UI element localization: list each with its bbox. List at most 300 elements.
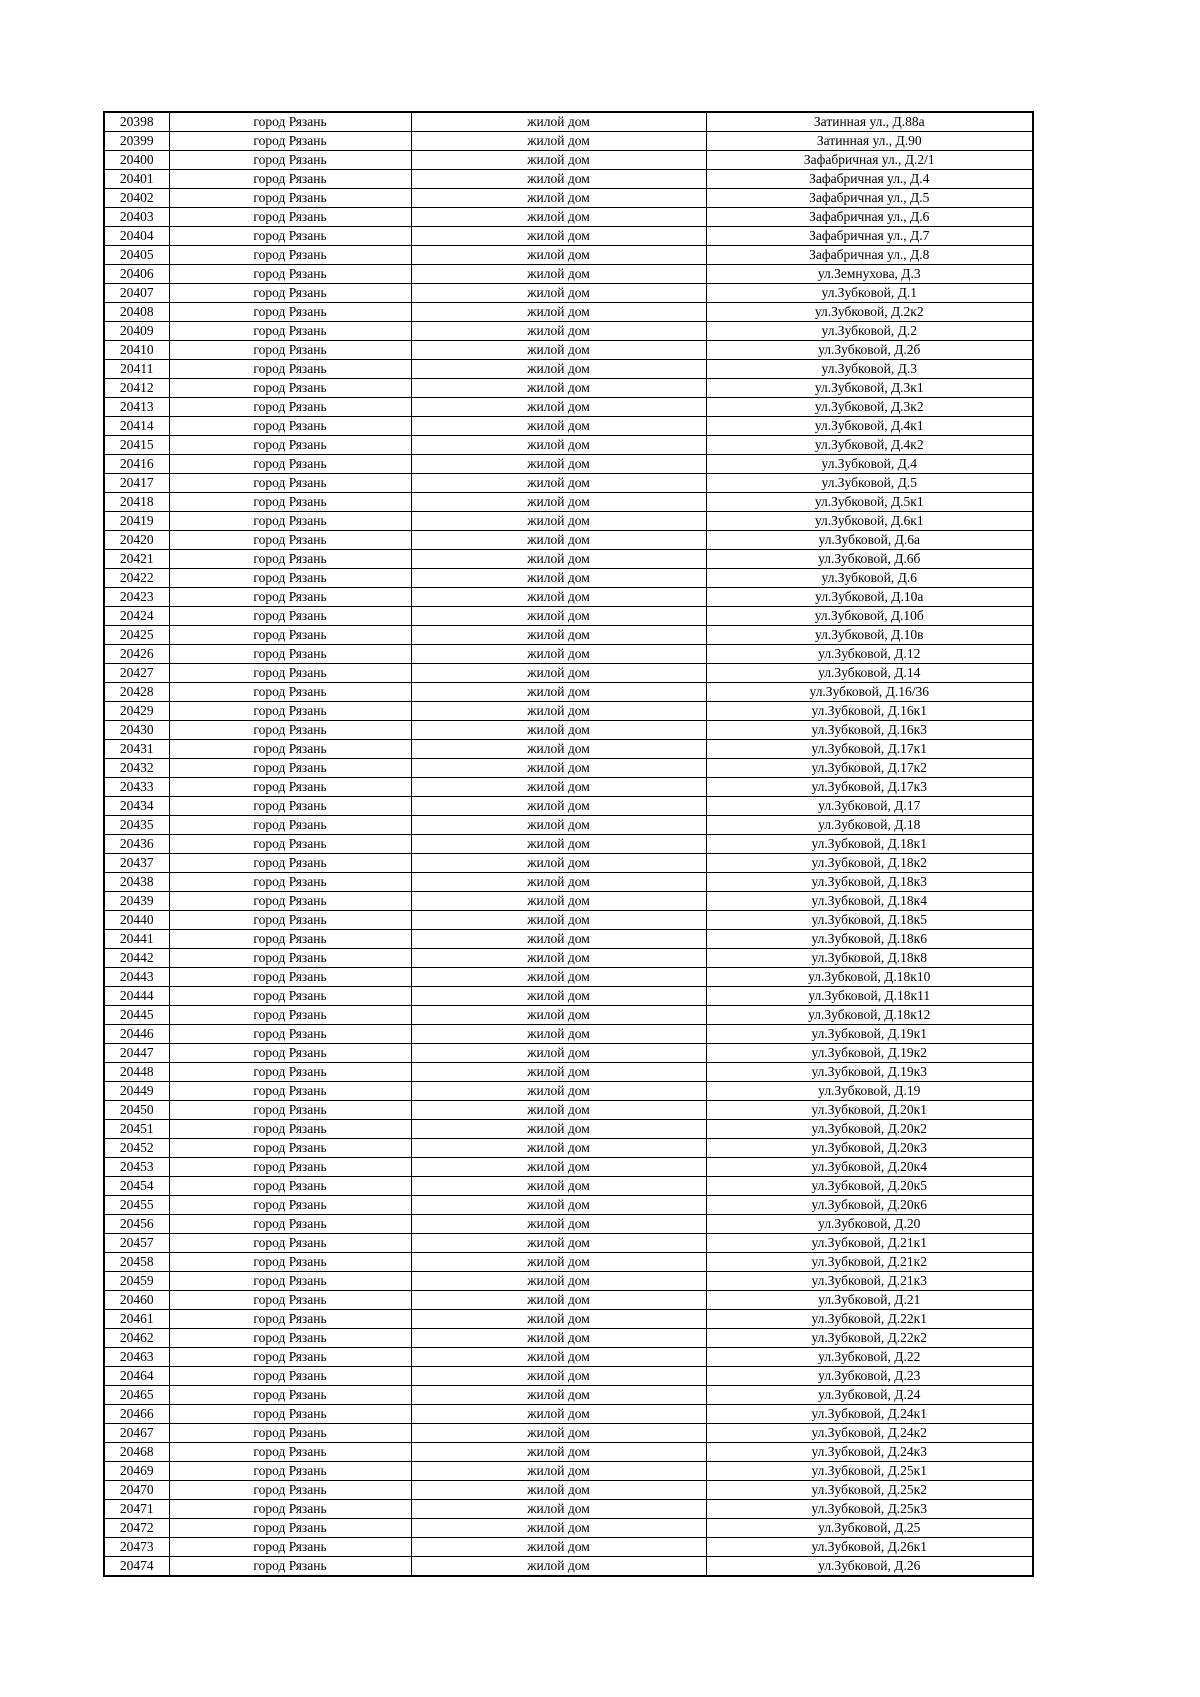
record-number-cell: 20433	[104, 778, 169, 797]
object-type-cell: жилой дом	[411, 417, 706, 436]
record-number-cell: 20432	[104, 759, 169, 778]
table-row	[104, 1253, 1033, 1272]
object-type-cell: жилой дом	[411, 664, 706, 683]
record-number-cell: 20470	[104, 1481, 169, 1500]
city-cell: город Рязань	[169, 246, 411, 265]
city-cell: город Рязань	[169, 702, 411, 721]
object-type-cell: жилой дом	[411, 1082, 706, 1101]
object-type-cell: жилой дом	[411, 512, 706, 531]
object-type-cell: жилой дом	[411, 1481, 706, 1500]
table-row	[104, 189, 1033, 208]
record-number-cell: 20425	[104, 626, 169, 645]
record-number-cell: 20461	[104, 1310, 169, 1329]
object-type-cell: жилой дом	[411, 246, 706, 265]
table-row	[104, 512, 1033, 531]
object-type-cell: жилой дом	[411, 303, 706, 322]
object-type-cell: жилой дом	[411, 588, 706, 607]
record-number-cell: 20472	[104, 1519, 169, 1538]
city-cell: город Рязань	[169, 1538, 411, 1557]
address-cell: ул.Зубковой, Д.6к1	[706, 512, 1033, 531]
table-row	[104, 1158, 1033, 1177]
city-cell: город Рязань	[169, 112, 411, 132]
table-row	[104, 854, 1033, 873]
table-row	[104, 1291, 1033, 1310]
object-type-cell: жилой дом	[411, 1025, 706, 1044]
object-type-cell: жилой дом	[411, 683, 706, 702]
record-number-cell: 20460	[104, 1291, 169, 1310]
city-cell: город Рязань	[169, 1405, 411, 1424]
address-cell: ул.Зубковой, Д.4	[706, 455, 1033, 474]
object-type-cell: жилой дом	[411, 1044, 706, 1063]
city-cell: город Рязань	[169, 417, 411, 436]
object-type-cell: жилой дом	[411, 1424, 706, 1443]
city-cell: город Рязань	[169, 721, 411, 740]
address-cell: ул.Зубковой, Д.1	[706, 284, 1033, 303]
object-type-cell: жилой дом	[411, 1177, 706, 1196]
record-number-cell: 20408	[104, 303, 169, 322]
table-row	[104, 1557, 1033, 1577]
table-row	[104, 1101, 1033, 1120]
address-cell: ул.Зубковой, Д.25к3	[706, 1500, 1033, 1519]
city-cell: город Рязань	[169, 474, 411, 493]
address-cell: ул.Зубковой, Д.18	[706, 816, 1033, 835]
record-number-cell: 20419	[104, 512, 169, 531]
table-row	[104, 1424, 1033, 1443]
object-type-cell: жилой дом	[411, 873, 706, 892]
city-cell: город Рязань	[169, 436, 411, 455]
record-number-cell: 20471	[104, 1500, 169, 1519]
address-cell: ул.Зубковой, Д.19к3	[706, 1063, 1033, 1082]
record-number-cell: 20473	[104, 1538, 169, 1557]
table-row	[104, 721, 1033, 740]
object-type-cell: жилой дом	[411, 702, 706, 721]
object-type-cell: жилой дом	[411, 721, 706, 740]
address-cell: ул.Зубковой, Д.18к6	[706, 930, 1033, 949]
record-number-cell: 20407	[104, 284, 169, 303]
address-cell: ул.Зубковой, Д.26	[706, 1557, 1033, 1577]
table-row	[104, 778, 1033, 797]
address-cell: ул.Зубковой, Д.20к5	[706, 1177, 1033, 1196]
city-cell: город Рязань	[169, 455, 411, 474]
object-type-cell: жилой дом	[411, 1367, 706, 1386]
city-cell: город Рязань	[169, 493, 411, 512]
record-number-cell: 20418	[104, 493, 169, 512]
object-type-cell: жилой дом	[411, 1329, 706, 1348]
address-cell: ул.Зубковой, Д.18к8	[706, 949, 1033, 968]
record-number-cell: 20430	[104, 721, 169, 740]
city-cell: город Рязань	[169, 816, 411, 835]
record-number-cell: 20410	[104, 341, 169, 360]
record-number-cell: 20468	[104, 1443, 169, 1462]
city-cell: город Рязань	[169, 759, 411, 778]
object-type-cell: жилой дом	[411, 759, 706, 778]
table-row	[104, 1234, 1033, 1253]
object-type-cell: жилой дом	[411, 1234, 706, 1253]
table-row	[104, 455, 1033, 474]
table-row	[104, 474, 1033, 493]
record-number-cell: 20459	[104, 1272, 169, 1291]
table-row	[104, 112, 1033, 132]
table-row	[104, 1063, 1033, 1082]
object-type-cell: жилой дом	[411, 1538, 706, 1557]
city-cell: город Рязань	[169, 1367, 411, 1386]
table-row	[104, 626, 1033, 645]
record-number-cell: 20403	[104, 208, 169, 227]
address-cell: ул.Зубковой, Д.24	[706, 1386, 1033, 1405]
object-type-cell: жилой дом	[411, 1462, 706, 1481]
record-number-cell: 20420	[104, 531, 169, 550]
table-row	[104, 1519, 1033, 1538]
table-row	[104, 645, 1033, 664]
address-cell: Затинная ул., Д.88а	[706, 112, 1033, 132]
address-cell: ул.Зубковой, Д.25к1	[706, 1462, 1033, 1481]
address-cell: ул.Зубковой, Д.16/36	[706, 683, 1033, 702]
city-cell: город Рязань	[169, 968, 411, 987]
table-row	[104, 930, 1033, 949]
address-cell: ул.Зубковой, Д.6	[706, 569, 1033, 588]
record-number-cell: 20439	[104, 892, 169, 911]
object-type-cell: жилой дом	[411, 379, 706, 398]
city-cell: город Рязань	[169, 550, 411, 569]
record-number-cell: 20462	[104, 1329, 169, 1348]
city-cell: город Рязань	[169, 1348, 411, 1367]
table-row	[104, 246, 1033, 265]
table-row	[104, 1481, 1033, 1500]
object-type-cell: жилой дом	[411, 1272, 706, 1291]
object-type-cell: жилой дом	[411, 607, 706, 626]
table-row	[104, 1139, 1033, 1158]
table-row	[104, 987, 1033, 1006]
object-type-cell: жилой дом	[411, 1291, 706, 1310]
address-cell: ул.Зубковой, Д.24к2	[706, 1424, 1033, 1443]
object-type-cell: жилой дом	[411, 911, 706, 930]
record-number-cell: 20444	[104, 987, 169, 1006]
table-row	[104, 1177, 1033, 1196]
record-number-cell: 20405	[104, 246, 169, 265]
table-row	[104, 379, 1033, 398]
city-cell: город Рязань	[169, 1139, 411, 1158]
address-cell: Зафабричная ул., Д.5	[706, 189, 1033, 208]
table-row	[104, 1538, 1033, 1557]
city-cell: город Рязань	[169, 569, 411, 588]
object-type-cell: жилой дом	[411, 778, 706, 797]
city-cell: город Рязань	[169, 151, 411, 170]
address-cell: ул.Зубковой, Д.20к3	[706, 1139, 1033, 1158]
object-type-cell: жилой дом	[411, 626, 706, 645]
city-cell: город Рязань	[169, 1481, 411, 1500]
record-number-cell: 20456	[104, 1215, 169, 1234]
record-number-cell: 20464	[104, 1367, 169, 1386]
object-type-cell: жилой дом	[411, 1101, 706, 1120]
address-cell: ул.Зубковой, Д.19к1	[706, 1025, 1033, 1044]
table-row	[104, 284, 1033, 303]
table-row	[104, 683, 1033, 702]
city-cell: город Рязань	[169, 626, 411, 645]
record-number-cell: 20406	[104, 265, 169, 284]
address-cell: ул.Зубковой, Д.23	[706, 1367, 1033, 1386]
object-type-cell: жилой дом	[411, 645, 706, 664]
object-type-cell: жилой дом	[411, 360, 706, 379]
table-row	[104, 588, 1033, 607]
object-type-cell: жилой дом	[411, 930, 706, 949]
object-type-cell: жилой дом	[411, 1310, 706, 1329]
address-cell: ул.Зубковой, Д.3к2	[706, 398, 1033, 417]
record-number-cell: 20454	[104, 1177, 169, 1196]
object-type-cell: жилой дом	[411, 987, 706, 1006]
record-number-cell: 20441	[104, 930, 169, 949]
table-row	[104, 835, 1033, 854]
record-number-cell: 20402	[104, 189, 169, 208]
table-row	[104, 1215, 1033, 1234]
city-cell: город Рязань	[169, 1044, 411, 1063]
object-type-cell: жилой дом	[411, 740, 706, 759]
object-type-cell: жилой дом	[411, 968, 706, 987]
address-cell: Зафабричная ул., Д.7	[706, 227, 1033, 246]
object-type-cell: жилой дом	[411, 1253, 706, 1272]
record-number-cell: 20398	[104, 112, 169, 132]
city-cell: город Рязань	[169, 322, 411, 341]
object-type-cell: жилой дом	[411, 1348, 706, 1367]
city-cell: город Рязань	[169, 1082, 411, 1101]
address-cell: Зафабричная ул., Д.8	[706, 246, 1033, 265]
address-cell: ул.Зубковой, Д.24к1	[706, 1405, 1033, 1424]
address-cell: ул.Зубковой, Д.22к2	[706, 1329, 1033, 1348]
address-cell: ул.Зубковой, Д.10а	[706, 588, 1033, 607]
city-cell: город Рязань	[169, 797, 411, 816]
record-number-cell: 20453	[104, 1158, 169, 1177]
record-number-cell: 20417	[104, 474, 169, 493]
record-number-cell: 20423	[104, 588, 169, 607]
city-cell: город Рязань	[169, 1519, 411, 1538]
record-number-cell: 20400	[104, 151, 169, 170]
record-number-cell: 20436	[104, 835, 169, 854]
table-row	[104, 759, 1033, 778]
table-row	[104, 341, 1033, 360]
record-number-cell: 20421	[104, 550, 169, 569]
object-type-cell: жилой дом	[411, 322, 706, 341]
city-cell: город Рязань	[169, 1253, 411, 1272]
object-type-cell: жилой дом	[411, 569, 706, 588]
address-cell: ул.Зубковой, Д.16к3	[706, 721, 1033, 740]
record-number-cell: 20450	[104, 1101, 169, 1120]
address-cell: ул.Зубковой, Д.20к1	[706, 1101, 1033, 1120]
record-number-cell: 20401	[104, 170, 169, 189]
table-row	[104, 265, 1033, 284]
address-cell: ул.Зубковой, Д.21	[706, 1291, 1033, 1310]
object-type-cell: жилой дом	[411, 1557, 706, 1577]
table-row	[104, 151, 1033, 170]
record-number-cell: 20404	[104, 227, 169, 246]
address-cell: ул.Зубковой, Д.10в	[706, 626, 1033, 645]
address-cell: ул.Зубковой, Д.17к2	[706, 759, 1033, 778]
address-cell: ул.Зубковой, Д.25к2	[706, 1481, 1033, 1500]
object-type-cell: жилой дом	[411, 132, 706, 151]
record-number-cell: 20416	[104, 455, 169, 474]
record-number-cell: 20442	[104, 949, 169, 968]
table-row	[104, 949, 1033, 968]
record-number-cell: 20438	[104, 873, 169, 892]
registry-table-body	[104, 112, 1033, 1576]
record-number-cell: 20447	[104, 1044, 169, 1063]
table-row	[104, 702, 1033, 721]
table-row	[104, 1310, 1033, 1329]
address-cell: ул.Зубковой, Д.22	[706, 1348, 1033, 1367]
city-cell: город Рязань	[169, 379, 411, 398]
address-cell: ул.Зубковой, Д.18к2	[706, 854, 1033, 873]
object-type-cell: жилой дом	[411, 550, 706, 569]
record-number-cell: 20469	[104, 1462, 169, 1481]
table-row	[104, 531, 1033, 550]
city-cell: город Рязань	[169, 854, 411, 873]
address-cell: ул.Зубковой, Д.3	[706, 360, 1033, 379]
address-cell: ул.Зубковой, Д.6б	[706, 550, 1033, 569]
object-type-cell: жилой дом	[411, 835, 706, 854]
record-number-cell: 20440	[104, 911, 169, 930]
city-cell: город Рязань	[169, 740, 411, 759]
table-row	[104, 968, 1033, 987]
record-number-cell: 20443	[104, 968, 169, 987]
record-number-cell: 20448	[104, 1063, 169, 1082]
object-type-cell: жилой дом	[411, 189, 706, 208]
address-cell: ул.Зубковой, Д.2б	[706, 341, 1033, 360]
object-type-cell: жилой дом	[411, 1063, 706, 1082]
record-number-cell: 20449	[104, 1082, 169, 1101]
table-row	[104, 1272, 1033, 1291]
city-cell: город Рязань	[169, 1234, 411, 1253]
table-row	[104, 170, 1033, 189]
record-number-cell: 20409	[104, 322, 169, 341]
address-cell: ул.Зубковой, Д.20к2	[706, 1120, 1033, 1139]
city-cell: город Рязань	[169, 1310, 411, 1329]
address-cell: ул.Зубковой, Д.19к2	[706, 1044, 1033, 1063]
record-number-cell: 20422	[104, 569, 169, 588]
object-type-cell: жилой дом	[411, 455, 706, 474]
record-number-cell: 20465	[104, 1386, 169, 1405]
city-cell: город Рязань	[169, 911, 411, 930]
table-row	[104, 797, 1033, 816]
address-cell: ул.Зубковой, Д.16к1	[706, 702, 1033, 721]
city-cell: город Рязань	[169, 683, 411, 702]
object-type-cell: жилой дом	[411, 112, 706, 132]
address-cell: ул.Зубковой, Д.18к5	[706, 911, 1033, 930]
object-type-cell: жилой дом	[411, 436, 706, 455]
address-cell: ул.Зубковой, Д.4к1	[706, 417, 1033, 436]
record-number-cell: 20415	[104, 436, 169, 455]
address-cell: ул.Зубковой, Д.26к1	[706, 1538, 1033, 1557]
object-type-cell: жилой дом	[411, 1006, 706, 1025]
object-type-cell: жилой дом	[411, 208, 706, 227]
address-cell: ул.Зубковой, Д.18к12	[706, 1006, 1033, 1025]
city-cell: город Рязань	[169, 892, 411, 911]
address-cell: ул.Зубковой, Д.10б	[706, 607, 1033, 626]
city-cell: город Рязань	[169, 1272, 411, 1291]
object-type-cell: жилой дом	[411, 284, 706, 303]
table-row	[104, 208, 1033, 227]
table-row	[104, 417, 1033, 436]
city-cell: город Рязань	[169, 664, 411, 683]
address-cell: Затинная ул., Д.90	[706, 132, 1033, 151]
registry-table	[103, 111, 1034, 1577]
record-number-cell: 20399	[104, 132, 169, 151]
address-cell: ул.Зубковой, Д.4к2	[706, 436, 1033, 455]
table-row	[104, 607, 1033, 626]
city-cell: город Рязань	[169, 303, 411, 322]
city-cell: город Рязань	[169, 1329, 411, 1348]
table-row	[104, 816, 1033, 835]
record-number-cell: 20452	[104, 1139, 169, 1158]
address-cell: ул.Зубковой, Д.21к3	[706, 1272, 1033, 1291]
city-cell: город Рязань	[169, 930, 411, 949]
city-cell: город Рязань	[169, 1462, 411, 1481]
table-row	[104, 360, 1033, 379]
record-number-cell: 20451	[104, 1120, 169, 1139]
city-cell: город Рязань	[169, 170, 411, 189]
city-cell: город Рязань	[169, 1101, 411, 1120]
record-number-cell: 20434	[104, 797, 169, 816]
object-type-cell: жилой дом	[411, 1120, 706, 1139]
table-row	[104, 740, 1033, 759]
record-number-cell: 20426	[104, 645, 169, 664]
address-cell: ул.Зубковой, Д.18к1	[706, 835, 1033, 854]
address-cell: ул.Зубковой, Д.12	[706, 645, 1033, 664]
table-row	[104, 398, 1033, 417]
table-row	[104, 1006, 1033, 1025]
object-type-cell: жилой дом	[411, 1519, 706, 1538]
object-type-cell: жилой дом	[411, 170, 706, 189]
table-row	[104, 322, 1033, 341]
record-number-cell: 20414	[104, 417, 169, 436]
address-cell: ул.Зубковой, Д.21к2	[706, 1253, 1033, 1272]
object-type-cell: жилой дом	[411, 1386, 706, 1405]
address-cell: ул.Зубковой, Д.2	[706, 322, 1033, 341]
city-cell: город Рязань	[169, 1120, 411, 1139]
table-row	[104, 1386, 1033, 1405]
address-cell: ул.Зубковой, Д.21к1	[706, 1234, 1033, 1253]
record-number-cell: 20446	[104, 1025, 169, 1044]
address-cell: ул.Зубковой, Д.20	[706, 1215, 1033, 1234]
table-row	[104, 303, 1033, 322]
object-type-cell: жилой дом	[411, 531, 706, 550]
address-cell: ул.Зубковой, Д.19	[706, 1082, 1033, 1101]
record-number-cell: 20411	[104, 360, 169, 379]
city-cell: город Рязань	[169, 1424, 411, 1443]
table-row	[104, 873, 1033, 892]
address-cell: ул.Зубковой, Д.18к3	[706, 873, 1033, 892]
city-cell: город Рязань	[169, 208, 411, 227]
address-cell: ул.Зубковой, Д.17к1	[706, 740, 1033, 759]
object-type-cell: жилой дом	[411, 1158, 706, 1177]
table-row	[104, 227, 1033, 246]
object-type-cell: жилой дом	[411, 1405, 706, 1424]
table-row	[104, 1044, 1033, 1063]
object-type-cell: жилой дом	[411, 474, 706, 493]
city-cell: город Рязань	[169, 1443, 411, 1462]
city-cell: город Рязань	[169, 1025, 411, 1044]
object-type-cell: жилой дом	[411, 341, 706, 360]
city-cell: город Рязань	[169, 360, 411, 379]
city-cell: город Рязань	[169, 1177, 411, 1196]
address-cell: ул.Зубковой, Д.18к4	[706, 892, 1033, 911]
table-row	[104, 1462, 1033, 1481]
object-type-cell: жилой дом	[411, 797, 706, 816]
table-row	[104, 436, 1033, 455]
city-cell: город Рязань	[169, 284, 411, 303]
address-cell: ул.Зубковой, Д.17к3	[706, 778, 1033, 797]
address-cell: Зафабричная ул., Д.4	[706, 170, 1033, 189]
table-row	[104, 664, 1033, 683]
object-type-cell: жилой дом	[411, 227, 706, 246]
table-row	[104, 1120, 1033, 1139]
